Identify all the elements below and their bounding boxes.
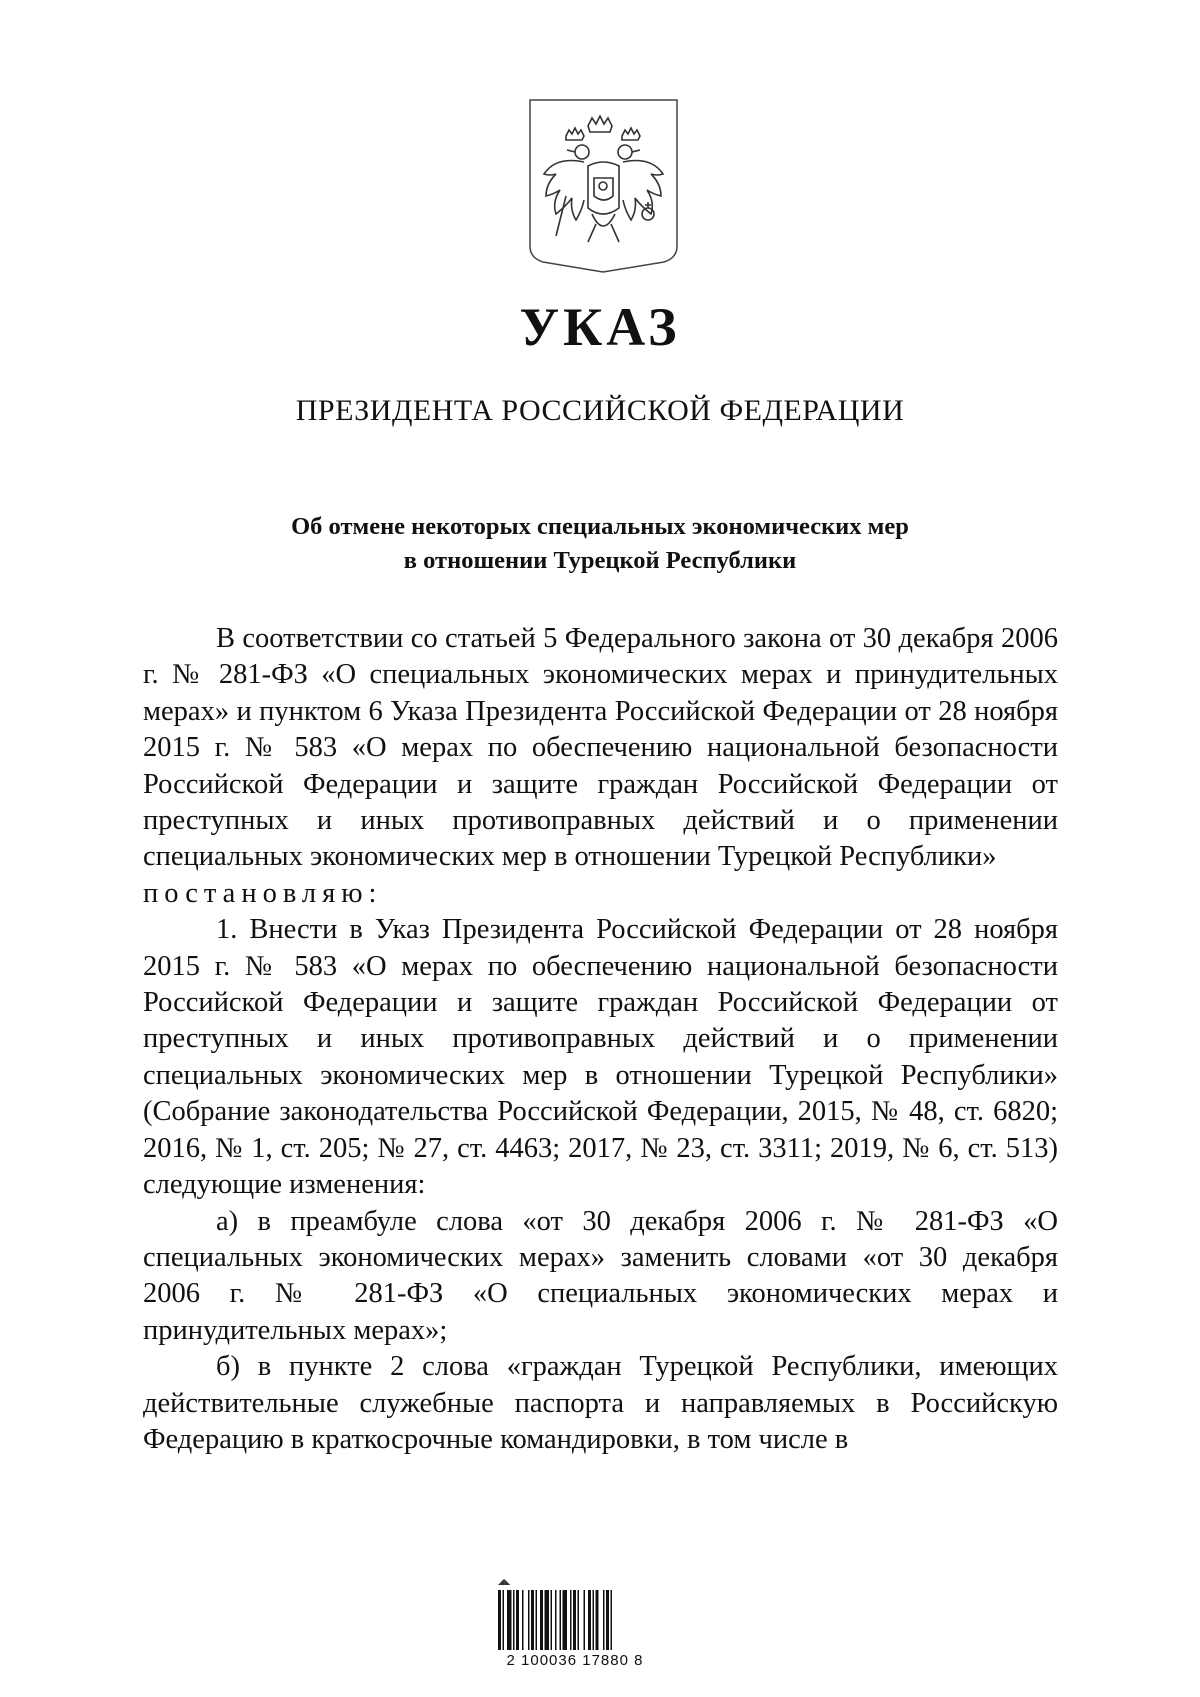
barcode-bar xyxy=(551,1590,553,1650)
barcode-bar xyxy=(528,1590,530,1650)
barcode-bar xyxy=(545,1590,550,1650)
decree-heading-line: в отношении Турецкой Республики xyxy=(403,547,797,574)
barcode-bar xyxy=(522,1590,524,1650)
clause-paragraph: б) в пункте 2 слова «граждан Турецкой Республики, имеющих действительные служебные паспорта и направляемых в Российскую Федерацию в краткосрочные командировки, в том числе в xyxy=(143,1351,1058,1455)
document-title: УКАЗ xyxy=(519,297,681,357)
barcode-bar xyxy=(593,1590,595,1650)
barcode-bar xyxy=(516,1590,519,1650)
decree-heading xyxy=(0,510,1200,578)
clause-paragraph: 1. Внести в Указ Президента Российской Федерации от 28 ноября 2015 г. № 583 «О мерах по обеспечению национальной безопасности Российской Федерации и защите граждан Российской Федерации от преступных и иных противоправных действий и о применении специальных экономических мер в отношении Турецкой Республики» (Собрание законодательства Российской Федерации, 2015, № 48, ст. 6820; 2016, № 1, ст. 205; № 27, ст. 4463; 2017, № 23, ст. 3311; 2019, № 6, ст. 513) следующие изменения: xyxy=(143,914,1058,1201)
clause-paragraph: а) в преамбуле слова «от 30 декабря 2006 г. № 281-ФЗ «О специальных экономических мерах» заменить словами «от 30 декабря 2006 г. № 281-ФЗ «О специальных экономических мерах и принудительных мерах»; xyxy=(143,1205,1058,1346)
barcode-bar xyxy=(560,1590,562,1650)
barcode-bar xyxy=(606,1590,609,1650)
barcode-number: 2 100036 17880 8 xyxy=(506,1652,644,1669)
barcode-bar xyxy=(603,1590,605,1650)
barcode-bar xyxy=(588,1590,591,1650)
document-subtitle: ПРЕЗИДЕНТА РОССИЙСКОЙ ФЕДЕРАЦИИ xyxy=(295,394,905,427)
barcode-bar xyxy=(513,1590,515,1650)
barcode-bar xyxy=(584,1590,586,1650)
barcode-bar xyxy=(555,1590,557,1650)
barcode-bar xyxy=(503,1590,505,1650)
barcode-bar xyxy=(596,1590,599,1650)
barcode-bar xyxy=(570,1590,572,1650)
barcode-bar xyxy=(563,1590,568,1650)
barcode-bar xyxy=(531,1590,534,1650)
barcode-bar xyxy=(498,1590,501,1650)
double-headed-eagle-icon xyxy=(526,96,681,274)
decree-heading-line: Об отмене некоторых специальных экономических мер xyxy=(291,513,909,540)
barcode-bar xyxy=(536,1590,538,1650)
svg-text:◢◣: ◢◣ xyxy=(498,1577,511,1586)
resolution-word: постановляю: xyxy=(143,877,383,909)
decree-body xyxy=(143,621,1058,1458)
barcode-bar xyxy=(578,1590,580,1650)
barcode-bar xyxy=(611,1590,613,1650)
barcode-bar xyxy=(573,1590,576,1650)
barcode-bar xyxy=(540,1590,543,1650)
preamble-paragraph: В соответствии со статьей 5 Федерального закона от 30 декабря 2006 г. № 281-ФЗ «О специальных экономических мерах и принудительных мерах» и пунктом 6 Указа Президента Российской Федерации от 28 ноября 2015 г. № 583 «О мерах по обеспечению национальной безопасности Российской Федерации и защите граждан Российской Федерации от преступных и иных противоправных действий и о применении специальных экономических мер в отношении Турецкой Республики» xyxy=(143,623,1058,873)
barcode-bar xyxy=(507,1590,512,1650)
